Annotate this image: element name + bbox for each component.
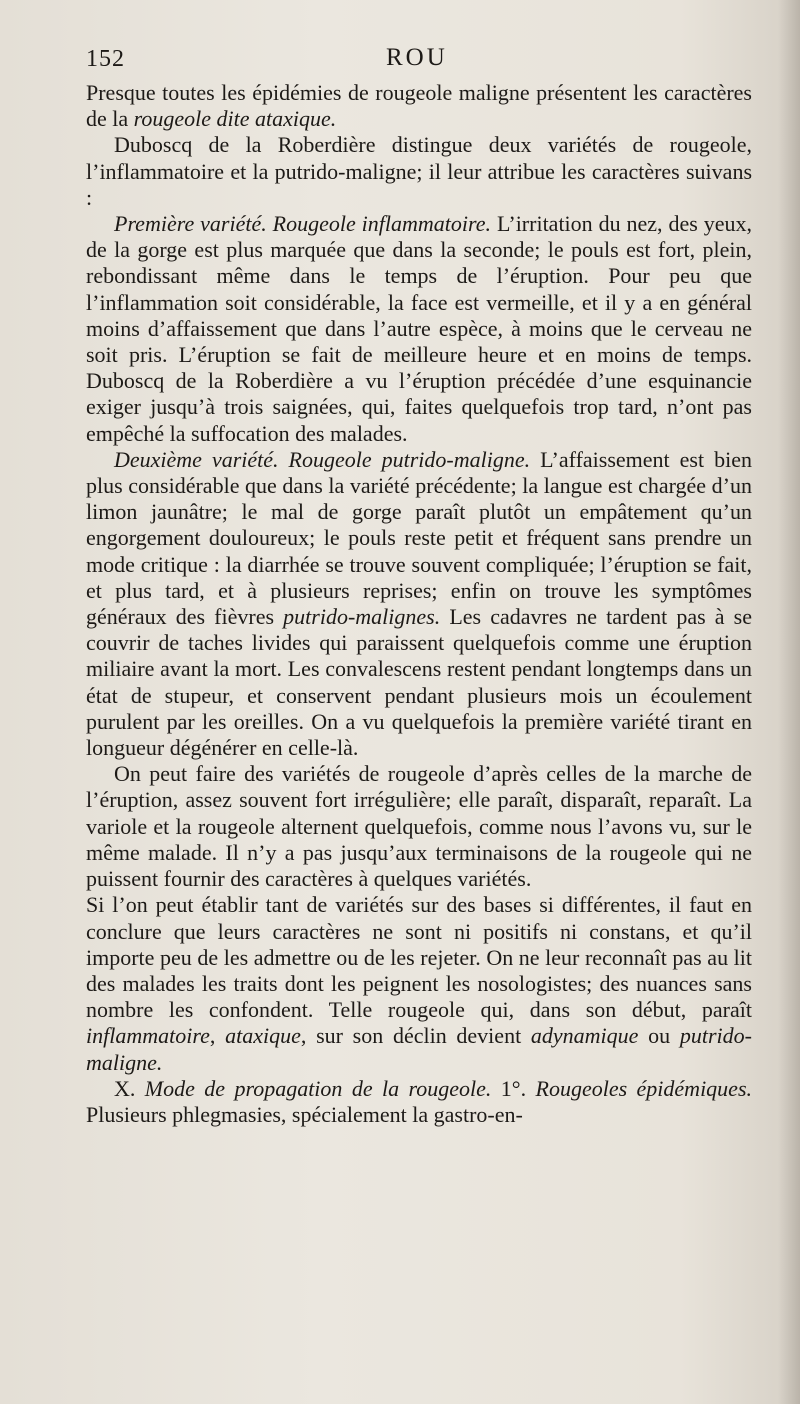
italic-text: adynamique xyxy=(530,1023,639,1049)
page-edge-shadow xyxy=(778,0,800,1404)
text-run: 1°. xyxy=(491,1075,536,1101)
italic-text: inflammatoire xyxy=(86,1023,210,1049)
text-run: Les cadavres ne tardent pas à se couvrir de taches livides qui paraissent quelquefois comme une éruption miliaire avant la mort. Les convalescens restent pendant longtemps dans un état de stupeur, et conservent pendant plusieurs mois un écoulement purulent par les oreilles. On a vu quelquefois la première variété tirant en longueur dégénérer en celle-là. xyxy=(86,604,752,761)
italic-text: Deuxième variété. Rougeole putrido-maligne. xyxy=(114,446,531,472)
text-run: , xyxy=(209,1023,226,1049)
running-title: ROU xyxy=(386,44,448,71)
paragraph xyxy=(86,211,752,447)
page-number: 152 xyxy=(86,46,125,72)
text-run: , sur son déclin devient xyxy=(300,1023,531,1049)
italic-text: putrido-malignes. xyxy=(283,604,441,630)
paragraph xyxy=(86,1076,752,1128)
text-run: L’affaissement est bien plus considérable que dans la variété précédente; la langue est chargée d’un limon jaunâtre; le mal de gorge paraît plutôt un empâtement qu’un engorgement douloureux; le pouls reste petit et fréquent sans prendre un mode critique : la diarrhée se trouve souvent compliquée; l’éruption se fait, et plus tard, et à plusieurs reprises; enfin on trouve les symptômes généraux des fièvres xyxy=(86,446,752,630)
text-run: L’irritation du nez, des yeux, de la gorge est plus marquée que dans la seconde; le pouls est fort, plein, rebondissant même dans le temps de l’éruption. Pour peu que l’inflammation soit considérable, la face est vermeille, et il y a en général moins d’affaissement que dans l’autre espèce, à moins que le cerveau ne soit pris. L’éruption se fait de meilleure heure et en moins de temps. Duboscq de la Roberdière a vu l’éruption précédée d’une esquinancie exiger jusqu’à trois saignées, qui, faites quelquefois trop tard, n’ont pas empêché la suffocation des malades. xyxy=(86,211,752,446)
italic-text: Mode de propagation de la rougeole. xyxy=(144,1075,492,1101)
text-run: X. xyxy=(114,1075,145,1101)
italic-text: Rougeoles épidémiques. xyxy=(535,1075,753,1101)
paragraph xyxy=(86,761,752,892)
text-run: ou xyxy=(638,1023,680,1049)
paragraph xyxy=(86,892,752,1075)
text-run: Plusieurs phlegmasies, spécialement la gastro-en- xyxy=(86,1101,523,1127)
italic-text: Première variété. Rougeole inflammatoire. xyxy=(114,211,492,237)
italic-text: ataxique xyxy=(225,1023,301,1049)
text-run: Duboscq de la Roberdière distingue deux variétés de rougeole, l’inflammatoire et la putrido-maligne; il leur attribue les caractères suivans : xyxy=(86,132,752,210)
body-text xyxy=(86,80,752,1128)
running-head xyxy=(86,42,752,80)
text-run: On peut faire des variétés de rougeole d’après celles de la marche de l’éruption, assez souvent fort irrégulière; elle paraît, disparaît, reparaît. La variole et la rougeole alternent quelquefois, comme nous l’avons vu, sur le même malade. Il n’y a pas jusqu’aux terminaisons de la rougeole qui ne puissent fournir des caractères à quelques variétés. xyxy=(86,761,752,892)
italic-text: putrido-maligne. xyxy=(86,1023,752,1075)
paragraph xyxy=(86,132,752,211)
paragraph xyxy=(86,447,752,761)
text-run: Si l’on peut établir tant de variétés sur des bases si différentes, il faut en conclure que leurs caractères ne sont ni positifs ni constans, et qu’il importe peu de les admettre ou de les rejeter. On ne leur reconnaît pas au lit des malades les traits dont les peignent les nosologistes; des nuances sans nombre les confondent. Telle rougeole qui, dans son début, paraît xyxy=(86,892,752,1023)
text-run: Presque toutes les épidémies de rougeole maligne présentent les caractères de la xyxy=(86,80,752,132)
italic-text: rougeole dite ataxique. xyxy=(133,106,337,132)
paragraph xyxy=(86,80,752,132)
